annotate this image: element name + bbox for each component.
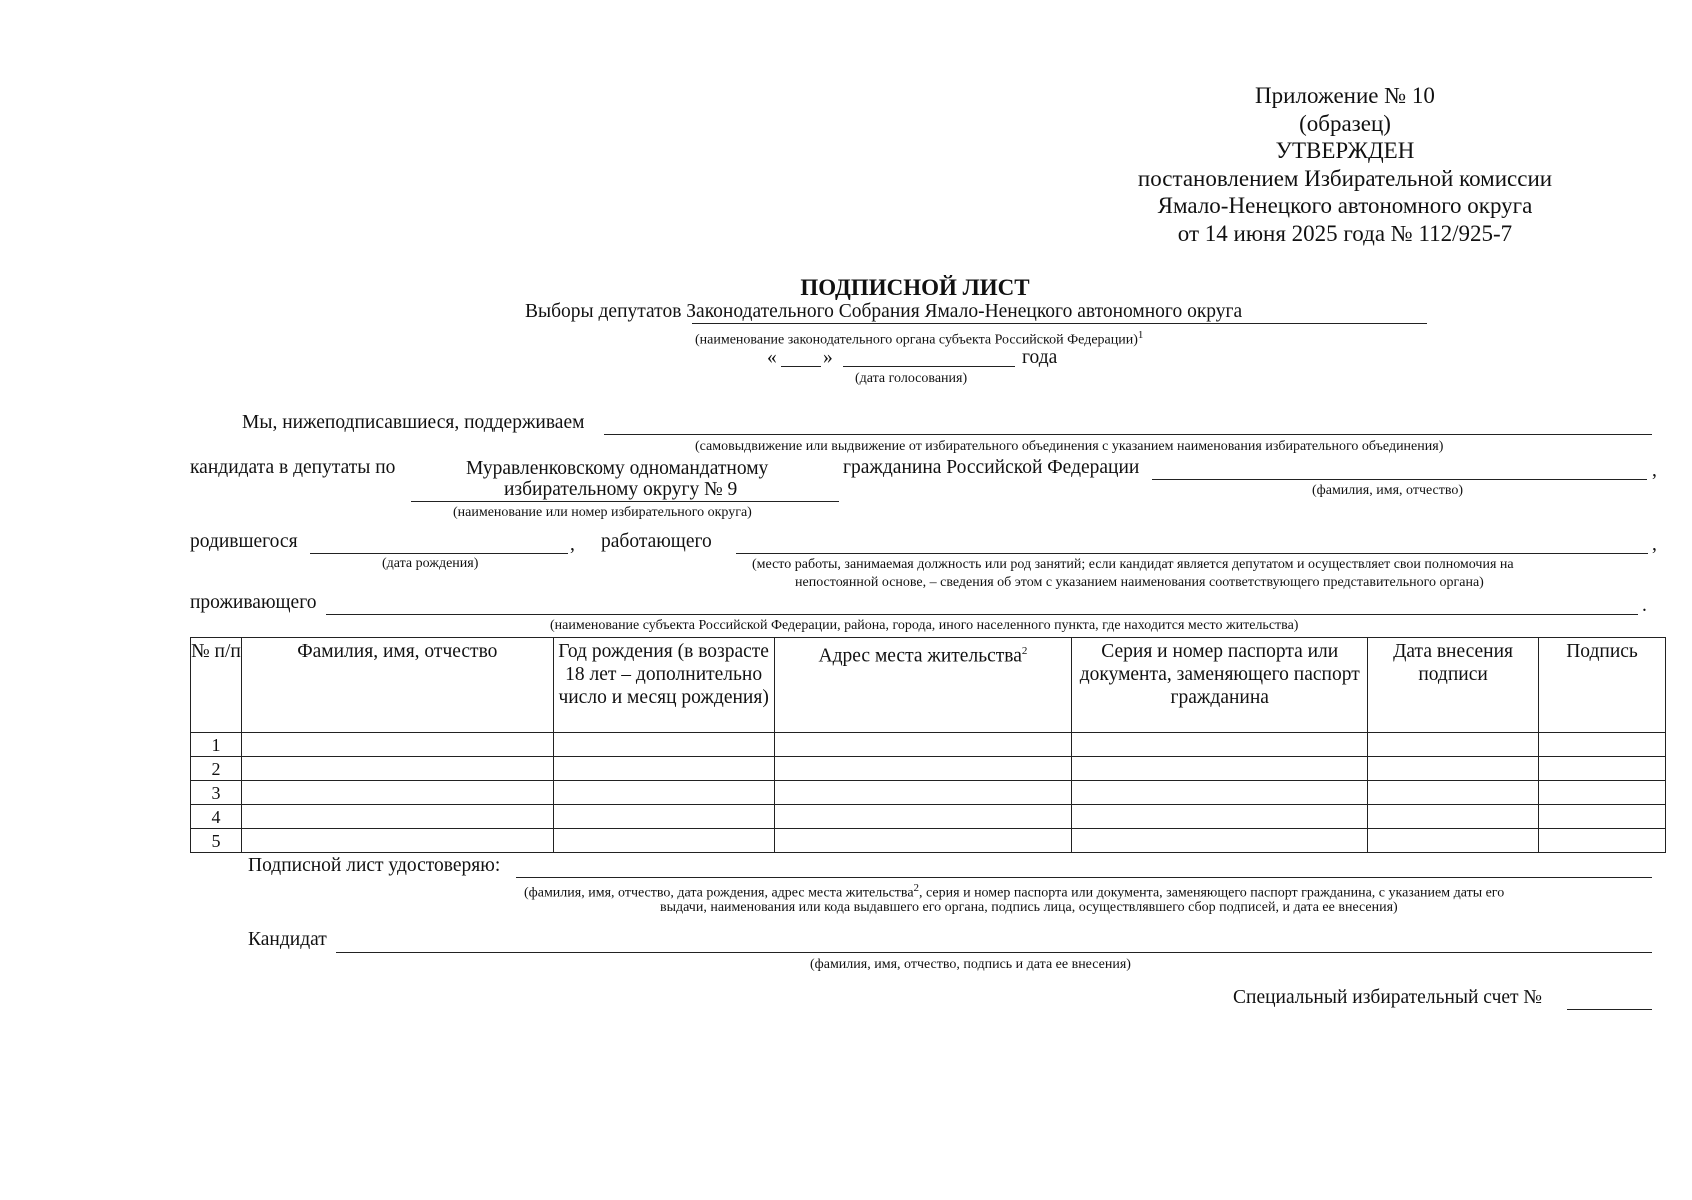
cell-birth[interactable]	[553, 781, 774, 805]
cell-date[interactable]	[1368, 829, 1539, 853]
cell-date[interactable]	[1368, 781, 1539, 805]
residence-field[interactable]	[326, 614, 1638, 615]
date-year-word: года	[1022, 347, 1058, 368]
table-row	[191, 781, 1666, 805]
document-title: ПОДПИСНОЙ ЛИСТ	[800, 275, 1030, 300]
election-name-underline	[692, 323, 1427, 324]
election-name-caption: (наименование законодательного органа субъекта Российской Федерации)$^1$	[695, 329, 1144, 348]
col-header-address: Адрес места жительства$^2$	[774, 638, 1072, 733]
cell-passport[interactable]	[1072, 733, 1368, 757]
cell-birth[interactable]	[553, 733, 774, 757]
cell-signature[interactable]	[1539, 757, 1666, 781]
district-caption: (наименование или номер избирательного округа)	[453, 505, 752, 520]
candidate-sign-field[interactable]	[336, 952, 1652, 953]
col-header-birth: Год рождения (в возрасте 18 лет – дополнительно число и месяц рождения)	[553, 638, 774, 733]
cell-signature[interactable]	[1539, 733, 1666, 757]
approval-date: от 14 июня 2025 года № 112/925-7	[1177, 220, 1513, 246]
cell-passport[interactable]	[1072, 805, 1368, 829]
col-header-number: № п/п	[191, 638, 242, 733]
residence-label: проживающего	[190, 592, 317, 613]
cell-name[interactable]	[241, 829, 553, 853]
candidate-sign-caption: (фамилия, имя, отчество, подпись и дата ее внесения)	[810, 957, 1131, 972]
cell-name[interactable]	[241, 805, 553, 829]
birth-comma: ,	[570, 534, 575, 555]
support-label: Мы, нижеподписавшиеся, поддерживаем	[242, 412, 585, 433]
cell-signature[interactable]	[1539, 781, 1666, 805]
signatures-table	[190, 637, 1666, 853]
cell-address[interactable]	[774, 733, 1072, 757]
work-label: работающего	[601, 531, 712, 552]
birth-label: родившегося	[190, 531, 298, 552]
row-number: 3	[191, 781, 242, 805]
election-name: Выборы депутатов Законодательного Собрания Ямало-Ненецкого автономного округа	[525, 301, 1243, 322]
approval-region: Ямало-Ненецкого автономного округа	[1157, 193, 1533, 218]
cell-birth[interactable]	[553, 829, 774, 853]
certify-label: Подписной лист удостоверяю:	[248, 855, 501, 876]
work-caption-line-2: непостоянной основе, – сведения об этом с указанием наименования соответствующего представительного органа)	[795, 575, 1484, 590]
work-caption-line-1: (место работы, занимаемая должность или род занятий; если кандидат является депутатом и осуществляет свои полномочия на	[752, 557, 1514, 572]
cell-address[interactable]	[774, 829, 1072, 853]
table-row	[191, 829, 1666, 853]
cell-passport[interactable]	[1072, 781, 1368, 805]
candidate-name-field[interactable]	[1152, 479, 1647, 480]
appendix-number: Приложение № 10	[1255, 83, 1435, 108]
table-row	[191, 733, 1666, 757]
date-day-field[interactable]	[781, 366, 821, 367]
district-underline	[411, 501, 839, 502]
cell-date[interactable]	[1368, 757, 1539, 781]
cell-birth[interactable]	[553, 805, 774, 829]
row-number: 4	[191, 805, 242, 829]
approved-label: УТВЕРЖДЕН	[1275, 138, 1415, 163]
candidate-name-caption: (фамилия, имя, отчество)	[1312, 483, 1464, 498]
account-label: Специальный избирательный счет №	[1233, 987, 1543, 1008]
cell-address[interactable]	[774, 781, 1072, 805]
cell-name[interactable]	[241, 781, 553, 805]
approval-header	[1095, 82, 1595, 247]
cell-name[interactable]	[241, 757, 553, 781]
cell-passport[interactable]	[1072, 829, 1368, 853]
cell-address[interactable]	[774, 805, 1072, 829]
certify-field[interactable]	[516, 877, 1652, 878]
cell-date[interactable]	[1368, 733, 1539, 757]
date-caption: (дата голосования)	[855, 371, 968, 386]
residence-period: .	[1642, 595, 1647, 616]
work-field[interactable]	[736, 553, 1648, 554]
certify-caption-line-1: (фамилия, имя, отчество, дата рождения, адрес места жительства$^2$, серия и номер паспорта или документа, заменяющего паспорт гражданина, с указанием даты его	[524, 882, 1505, 901]
cell-signature[interactable]	[1539, 805, 1666, 829]
district-line-2: избирательному округу № 9	[504, 479, 738, 500]
row-number: 2	[191, 757, 242, 781]
cell-address[interactable]	[774, 757, 1072, 781]
col-header-name: Фамилия, имя, отчество	[241, 638, 553, 733]
support-caption: (самовыдвижение или выдвижение от избирательного объединения с указанием наименования избирательного объединения)	[695, 439, 1444, 454]
cell-date[interactable]	[1368, 805, 1539, 829]
birth-date-field[interactable]	[310, 553, 568, 554]
support-field[interactable]	[604, 434, 1652, 435]
col-header-date: Дата внесения подписи	[1368, 638, 1539, 733]
cell-passport[interactable]	[1072, 757, 1368, 781]
date-month-year-field[interactable]	[843, 366, 1015, 367]
row-number: 1	[191, 733, 242, 757]
cell-signature[interactable]	[1539, 829, 1666, 853]
cell-birth[interactable]	[553, 757, 774, 781]
cell-name[interactable]	[241, 733, 553, 757]
district-line-1: Муравленковскому одномандатному	[466, 458, 769, 479]
candidate-label: кандидата в депутаты по	[190, 457, 396, 478]
certify-caption-line-2: выдачи, наименования или кода выдавшего его органа, подпись лица, осуществлявшего сбор подписей, и дата ее внесения)	[660, 900, 1398, 915]
table-header-row	[191, 638, 1666, 733]
sample-note: (образец)	[1299, 110, 1391, 136]
table-row	[191, 805, 1666, 829]
approval-authority: постановлением Избирательной комиссии	[1137, 165, 1553, 191]
col-header-passport: Серия и номер паспорта или документа, заменяющего паспорт гражданина	[1072, 638, 1368, 733]
birth-caption: (дата рождения)	[382, 556, 479, 571]
row-number: 5	[191, 829, 242, 853]
col-header-signature: Подпись	[1539, 638, 1666, 733]
date-quote-open: «	[767, 347, 777, 368]
date-quote-close: »	[823, 347, 833, 368]
residence-caption: (наименование субъекта Российской Федерации, района, города, иного населенного пункта, где находится место жительства)	[550, 618, 1299, 633]
account-number-field[interactable]	[1567, 1009, 1652, 1010]
work-comma: ,	[1652, 534, 1657, 555]
citizen-label: гражданина Российской Федерации	[843, 457, 1140, 478]
candidate-sign-label: Кандидат	[248, 929, 327, 950]
candidate-comma: ,	[1652, 460, 1657, 481]
table-row	[191, 757, 1666, 781]
